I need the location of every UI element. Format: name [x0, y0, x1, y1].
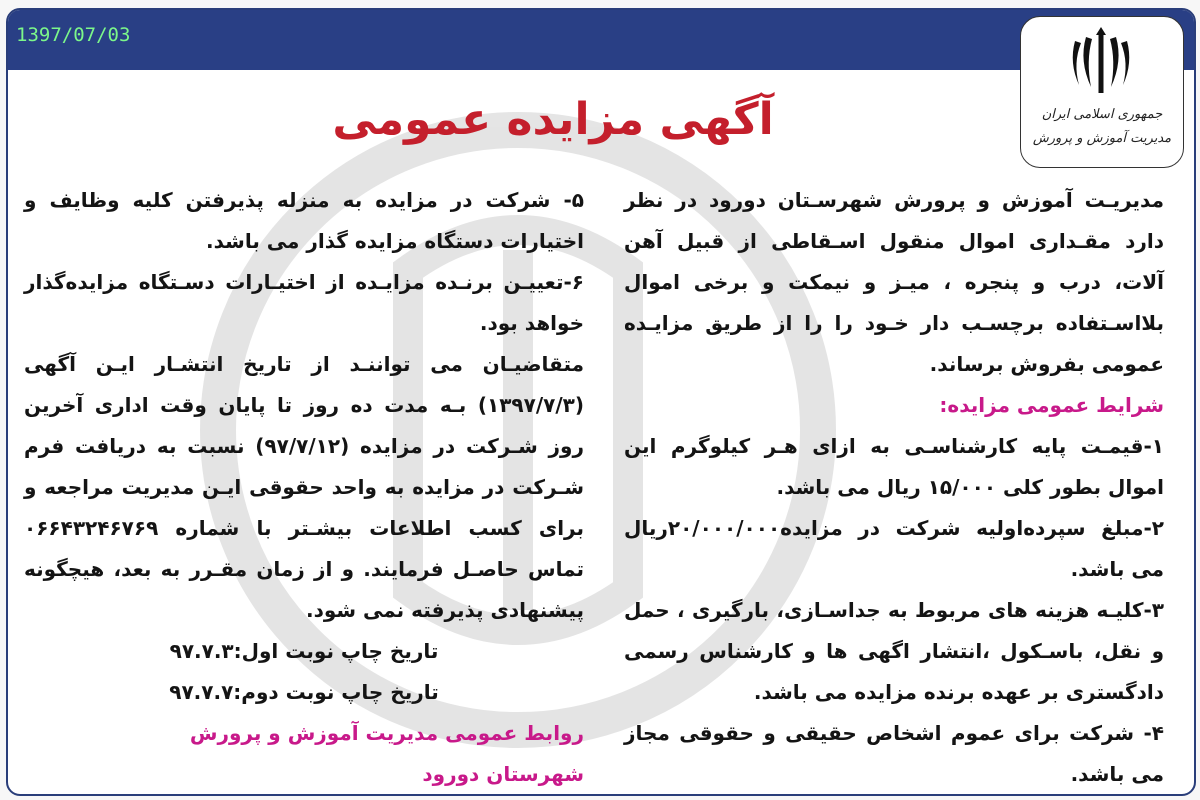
- condition-item-6: ۶-تعییـن برنـده مزایـده از اختیـارات دسـتگاه مزایده‌گذار خواهد بود.: [24, 270, 584, 335]
- right-column: [624, 180, 1164, 795]
- date-stamp: 1397/07/03: [16, 24, 131, 46]
- applicants-paragraph: متقاضیـان می تواننـد از تاریخ انتشـار ایـن آگهی (۱۳۹۷/۷/۳) بـه مدت ده روز تا پایان وقت اداری آخرین روز شـرکت در مزایده (۹۷/۷/۱۲) نسبت به دریافت فرم شـرکت در مزایده به واحد حقوقی ایـن مدیریت مراجعه و برای کسب اطلاعات بیشـتر با شماره ۰۶۶۴۳۲۴۶۷۶۹ تماس حاصـل فرمایند. و از زمان مقـرر به بعد، هیچگونه پیشنهادی پذیرفته نمی شود.: [24, 352, 584, 622]
- condition-item-2: ۲-مبلغ سپرده‌اولیه شرکت در مزایده۲۰/۰۰۰/۰۰۰ریال می باشد.: [624, 516, 1164, 581]
- condition-item-3: ۳-کلیـه هزینه های مربوط به جداسـازی، بارگیری ، حمل و نقل، باسـکول ،انتشار اگهی ها و کارشناس رسمی دادگستری بر عهده برنده مزایده می باشد.: [624, 598, 1164, 704]
- condition-item-1: ۱-قیمـت پایه کارشناسـی به ازای هـر کیلوگرم این اموال بطور کلی ۱۵/۰۰۰ ریال می باشد.: [624, 434, 1164, 499]
- county-name: شهرستان دورود: [422, 762, 584, 786]
- header-band: [8, 10, 1194, 70]
- page-title: آگهی مزایده عمومی: [332, 94, 774, 145]
- condition-item-4: ۴- شرکت برای عموم اشخاص حقیقی و حقوقی مجاز می باشد.: [624, 721, 1164, 786]
- condition-item-5: ۵- شرکت در مزایده به منزله پذیرفتن کلیه وظایف و اختیارات دستگاه مزایده گذار می باشد.: [24, 188, 584, 253]
- first-print-date: تاریخ چاپ نوبت اول:۹۷.۷.۳: [169, 639, 439, 663]
- public-relations-signature: روابط عمومی مدیریت آموزش و پرورش: [189, 721, 584, 745]
- emblem-box: [1020, 16, 1184, 168]
- iran-emblem-icon: [1069, 27, 1133, 99]
- conditions-heading: شرایط عمومی مزایده:: [939, 393, 1164, 417]
- left-column: [24, 180, 584, 795]
- advertisement-frame: [6, 8, 1196, 796]
- emblem-caption-1: جمهوری اسلامی ایران: [1041, 107, 1163, 122]
- intro-paragraph: مدیریـت آموزش و پرورش شهرسـتان دورود در نظر دارد مقـداری اموال منقول اسـقاطی از قبیل آهن آلات، درب و پنجره ، میـز و نیمکت و برخی اموال بلااسـتفاده برچسـب دار خـود را را از طریق مزایـده عمومی بفروش برساند.: [624, 188, 1164, 376]
- second-print-date: تاریخ چاپ نوبت دوم:۹۷.۷.۷: [169, 680, 439, 704]
- emblem-caption-2: مدیریت آموزش و پرورش: [1032, 131, 1172, 146]
